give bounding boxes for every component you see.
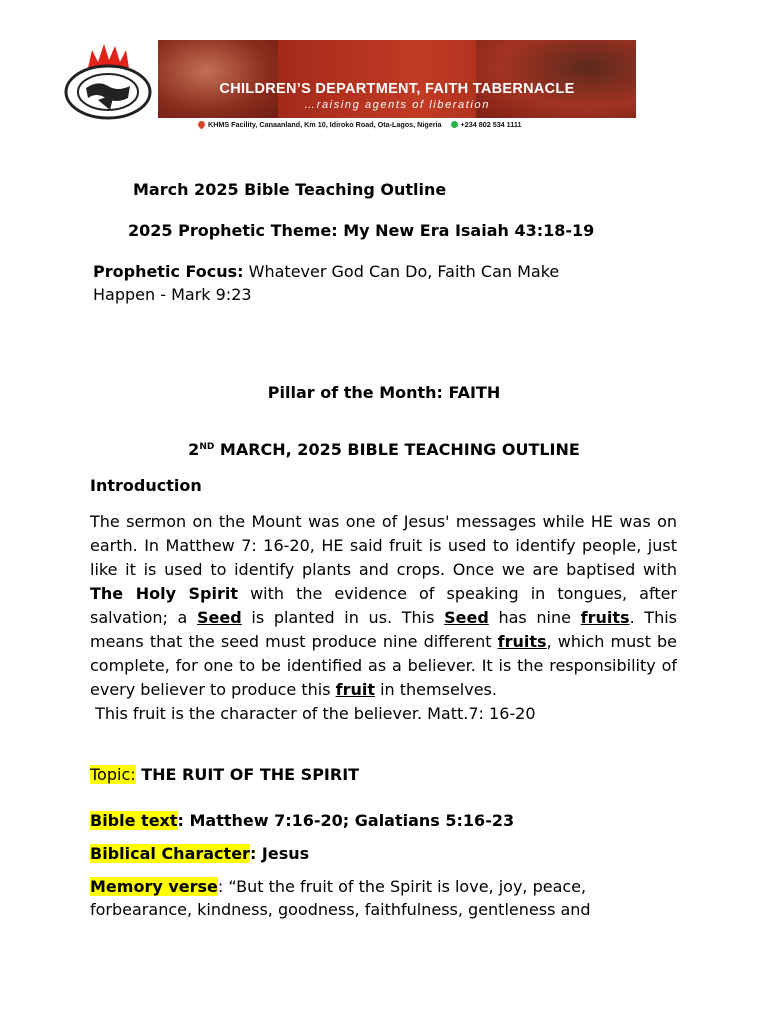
topic-value: THE RUIT OF THE SPIRIT — [135, 765, 360, 784]
intro-text: The sermon on the Mount was one of Jesus' messages while HE was on earth. In Matthew 7: 16-20, HE said fruit is used to identify people, just like it is used to identify plants and crops. Once we are baptised with — [90, 512, 677, 579]
topic-line — [90, 765, 359, 785]
whatsapp-icon — [451, 121, 458, 128]
introduction-heading: Introduction — [90, 476, 202, 495]
biblical-character-label: Biblical Character — [90, 844, 250, 863]
prophetic-focus-text: Whatever God Can Do, Faith Can Make — [243, 262, 560, 281]
memory-verse-text: : “But the fruit of the Spirit is love, joy, peace, — [217, 877, 587, 896]
intro-text: with the evidence of speaking in tongues, after salvation; a — [90, 584, 678, 627]
memory-verse-line-1 — [90, 877, 586, 897]
prophetic-focus-label: Prophetic Focus: — [93, 262, 244, 281]
intro-text: , which must be complete, for one to be identified as a believer. It is the responsibility of every believer to produce this — [90, 632, 678, 699]
prophetic-focus-line-1 — [93, 262, 559, 282]
phone-text: +234 802 534 1111 — [460, 120, 522, 129]
intro-text: in themselves. — [375, 680, 497, 699]
intro-text: . This means that the seed must produce nine different — [90, 608, 678, 651]
outline-title: March 2025 Bible Teaching Outline — [133, 180, 447, 199]
date-superscript: ND — [199, 442, 215, 452]
header-banner — [158, 40, 636, 118]
memory-verse-line-2: forbearance, kindness, goodness, faithfulness, gentleness and — [90, 900, 591, 919]
fruits-emphasis: fruits — [580, 608, 630, 627]
date-day: 2 — [188, 440, 200, 459]
lesson-date-heading — [0, 437, 768, 460]
memory-verse-label: Memory verse — [90, 877, 218, 896]
fruit-emphasis: fruit — [335, 680, 375, 699]
prophetic-theme: 2025 Prophetic Theme: My New Era Isaiah 43:18-19 — [128, 221, 595, 240]
intro-text: is planted in us. This — [241, 608, 445, 627]
fruits-emphasis: fruits — [497, 632, 547, 651]
banner-slogan: …raising agents of liberation — [304, 99, 490, 111]
bible-text-label: Bible text — [90, 811, 178, 830]
seed-emphasis: Seed — [444, 608, 489, 627]
pillar-of-month: Pillar of the Month: FAITH — [267, 383, 501, 402]
date-rest: MARCH, 2025 BIBLE TEACHING OUTLINE — [214, 440, 580, 459]
location-pin-icon — [197, 120, 207, 130]
introduction-paragraph — [90, 510, 677, 726]
bible-text-value: : Matthew 7:16-20; Galatians 5:16-23 — [177, 811, 515, 830]
biblical-character-line — [90, 844, 309, 864]
intro-last-line: This fruit is the character of the believer. Matt.7: 16-20 — [90, 704, 536, 723]
topic-label: Topic: — [90, 765, 136, 784]
holy-spirit-emphasis: The Holy Spirit — [90, 584, 239, 603]
header-contact — [198, 120, 618, 129]
winners-chapel-dove-globe-logo-icon — [58, 42, 158, 124]
prophetic-focus-line-2: Happen - Mark 9:23 — [93, 285, 252, 304]
intro-text: has nine — [488, 608, 581, 627]
address-text: KHMS Facility, Canaanland, Km 10, Idiroko Road, Ota-Lagos, Nigeria — [208, 120, 442, 129]
seed-emphasis: Seed — [197, 608, 242, 627]
bible-text-line — [90, 811, 514, 831]
banner-title: CHILDREN’S DEPARTMENT, FAITH TABERNACLE — [219, 81, 575, 97]
biblical-character-value: : Jesus — [249, 844, 310, 863]
